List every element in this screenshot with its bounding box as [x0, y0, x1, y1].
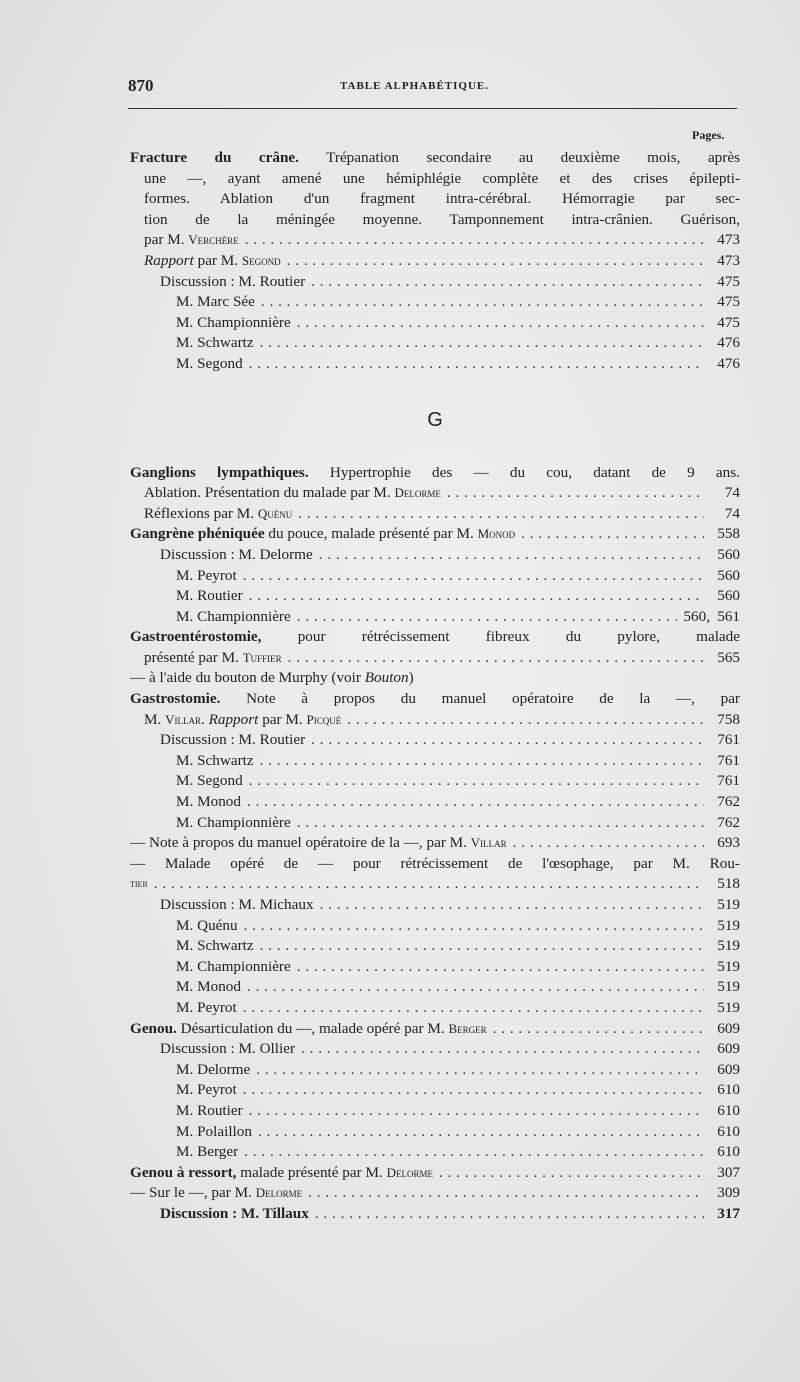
- page-ref: 519: [717, 998, 740, 1016]
- index-line: M. Routier . . . 560: [130, 586, 740, 607]
- index-line: Discussion : M. Michaux . . . 519: [130, 895, 740, 916]
- index-line: M. Peyrot . . . 560: [130, 566, 740, 587]
- index-line: M. Peyrot . . . 519: [130, 998, 740, 1019]
- page-ref: 610: [717, 1101, 740, 1119]
- index-line: M. Quénu . . . 519: [130, 916, 740, 937]
- pages-column-label: Pages.: [692, 128, 725, 142]
- index-line: — Sur le —, par M. Delorme . . . 309: [130, 1183, 740, 1204]
- page-ref: 518: [717, 875, 740, 893]
- page-ref: 610: [717, 1122, 740, 1140]
- index-line: M. Championnière . . . 762: [130, 813, 740, 834]
- page-ref: 476: [717, 334, 740, 352]
- section-letter: G: [427, 409, 443, 432]
- index-line: Discussion : M. Delorme . . . 560: [130, 545, 740, 566]
- page-ref: 476: [717, 354, 740, 372]
- index-line: M. Routier . . . 610: [130, 1101, 740, 1122]
- index-line: M. Villar. Rapport par M. Picqué . . . 758: [130, 710, 740, 731]
- index-line: — à l'aide du bouton de Murphy (voir Bouton): [130, 669, 414, 687]
- page-ref: 558: [717, 525, 740, 543]
- page-ref: 475: [717, 293, 740, 311]
- index-line: tion de la méningée moyenne. Tamponnement intra-crânien. Guérison,: [144, 210, 740, 228]
- page-ref: 317: [717, 1204, 740, 1222]
- page-ref: 560: [717, 566, 740, 584]
- page-ref: 475: [717, 272, 740, 290]
- page-ref: 307: [717, 1163, 740, 1181]
- page-ref: 519: [717, 937, 740, 955]
- index-line: — Note à propos du manuel opératoire de la —, par M. Villar . . . 693: [130, 833, 740, 854]
- header-rule: [128, 108, 737, 109]
- index-line: M. Championnière . . . 560, 561: [130, 607, 740, 628]
- index-line: M. Schwartz . . . 519: [130, 936, 740, 957]
- page-ref: 758: [717, 710, 740, 728]
- index-line: présenté par M. Tuffier . . . 565: [130, 648, 740, 669]
- index-line: par M. Verchère . . . 473: [130, 230, 740, 251]
- page-ref: 609: [717, 1019, 740, 1037]
- page-ref: 762: [717, 813, 740, 831]
- index-line: M. Schwartz . . . 476: [130, 333, 740, 354]
- page-ref: 609: [717, 1060, 740, 1078]
- page-ref: 309: [717, 1184, 740, 1202]
- index-line: Ganglions lympathiques. Hypertrophie des — du cou, datant de 9 ans.: [130, 463, 740, 481]
- index-line: M. Monod . . . 762: [130, 792, 740, 813]
- page-ref: 560,: [683, 607, 710, 625]
- index-line: Rapport par M. Segond . . . 473: [130, 251, 740, 272]
- index-line: Discussion : M. Routier . . . 761: [130, 730, 740, 751]
- index-line: M. Schwartz . . . 761: [130, 751, 740, 772]
- page-ref: 693: [717, 834, 740, 852]
- index-content: [130, 148, 740, 1225]
- page-ref: 761: [717, 731, 740, 749]
- index-line: Gastroentérostomie, pour rétrécissement fibreux du pylore, malade: [130, 628, 740, 646]
- page-ref: 610: [717, 1081, 740, 1099]
- running-title: TABLE ALPHABÉTIQUE.: [340, 80, 489, 92]
- index-line: Genou à ressort, malade présenté par M. Delorme . . . 307: [130, 1163, 740, 1184]
- index-line: — Malade opéré de — pour rétrécissement de l'œsophage, par M. Rou-: [130, 854, 740, 872]
- index-line: M. Berger . . . 610: [130, 1142, 740, 1163]
- page-ref: 519: [717, 896, 740, 913]
- entry-ganglions: [130, 463, 740, 525]
- page-ref: 560: [717, 587, 740, 605]
- index-line: M. Championnière . . . 519: [130, 957, 740, 978]
- page-number: 870: [128, 76, 154, 95]
- page-ref: 561: [717, 607, 740, 625]
- entry-gastroenterostomie: [130, 627, 740, 689]
- index-line: tier . . . 518: [130, 874, 740, 895]
- page-ref: 473: [717, 231, 740, 249]
- entry-fracture-du-crane: [130, 148, 740, 375]
- index-line: Genou. Désarticulation du —, malade opéré par M. Berger . . . 609: [130, 1019, 740, 1040]
- index-line: M. Championnière . . . 475: [130, 313, 740, 334]
- index-line: M. Delorme . . . 609: [130, 1060, 740, 1081]
- index-line: M. Polaillon . . . 610: [130, 1122, 740, 1143]
- page-ref: 473: [717, 251, 740, 269]
- index-line: M. Marc Sée . . . 475: [130, 292, 740, 313]
- index-line: M. Segond . . . 476: [130, 354, 740, 375]
- index-line: M. Peyrot . . . 610: [130, 1080, 740, 1101]
- index-line: M. Monod . . . 519: [130, 977, 740, 998]
- entry-gangrene: [130, 524, 740, 627]
- page-ref: 761: [717, 751, 740, 769]
- index-line: Gangrène phéniquée du pouce, malade présenté par M. Monod . . . 558: [130, 524, 740, 545]
- index-line: formes. Ablation d'un fragment intra-cérébral. Hémorragie par sec-: [144, 190, 740, 208]
- page-ref: 519: [717, 978, 740, 996]
- page-ref: 74: [724, 484, 740, 502]
- index-line: M. Segond . . . 761: [130, 771, 740, 792]
- page-ref: 762: [717, 793, 740, 811]
- page-ref: 610: [717, 1143, 740, 1161]
- index-line: Ablation. Présentation du malade par M. Delorme . . . 74: [130, 483, 740, 504]
- entry-genou-a-ressort: [130, 1163, 740, 1225]
- index-line: Fracture du crâne. Trépanation secondaire au deuxième mois, après: [130, 149, 740, 166]
- page-ref: 565: [717, 648, 740, 666]
- index-line: Discussion : M. Tillaux . . . 317: [130, 1204, 740, 1225]
- page-ref: 475: [717, 313, 740, 331]
- page-ref: 560: [717, 545, 740, 563]
- index-line: une —, ayant amené une hémiphlégie complète et des crises épilepti-: [144, 169, 740, 187]
- page-ref: 519: [717, 957, 740, 975]
- entry-genou: [130, 1019, 740, 1163]
- page-ref: 74: [724, 504, 740, 522]
- index-line: Discussion : M. Routier . . . 475: [130, 272, 740, 293]
- page-ref: 519: [717, 916, 740, 934]
- page-ref: 761: [717, 772, 740, 790]
- page-ref: 609: [717, 1040, 740, 1058]
- index-line: Réflexions par M. Quénu . . . 74: [130, 504, 740, 525]
- index-line: Gastrostomie. Note à propos du manuel opératoire de la —, par: [130, 690, 740, 708]
- index-line: Discussion : M. Ollier . . . 609: [130, 1039, 740, 1060]
- entry-gastrostomie: [130, 689, 740, 1019]
